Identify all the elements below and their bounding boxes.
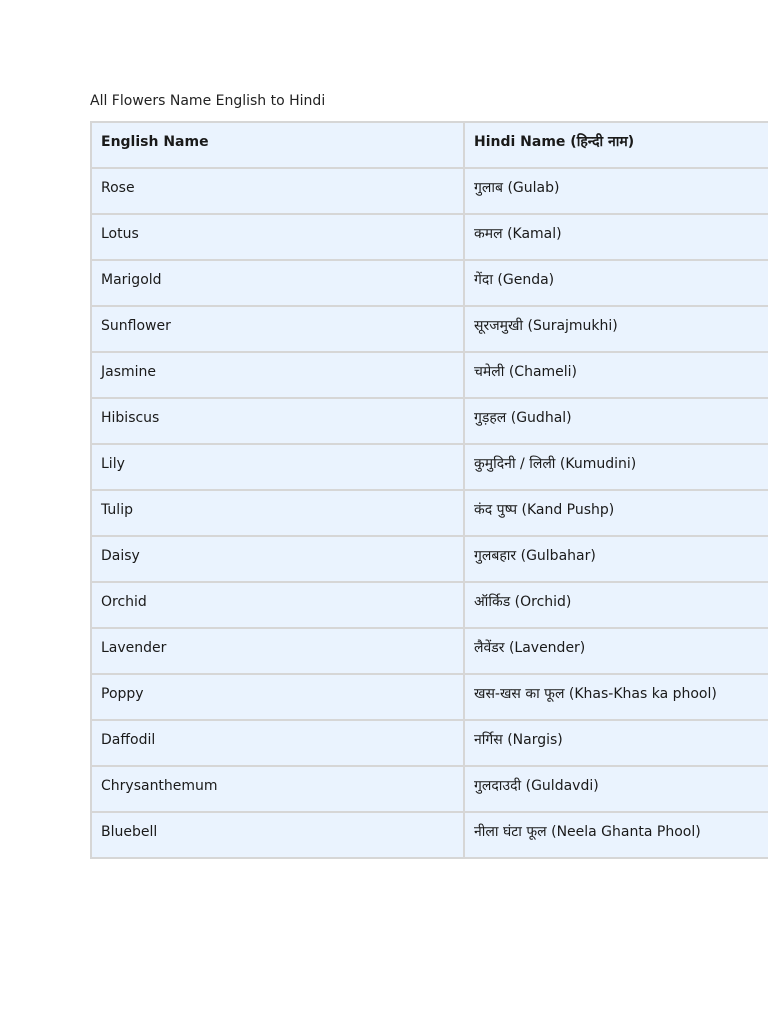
header-english-name: English Name	[91, 122, 464, 168]
header-hindi-name: Hindi Name (हिन्दी नाम)	[464, 122, 768, 168]
english-name-cell: Lotus	[91, 214, 464, 260]
hindi-name-cell: लैवेंडर (Lavender)	[464, 628, 768, 674]
table-row	[91, 766, 768, 812]
table-body	[91, 168, 768, 858]
table-row	[91, 490, 768, 536]
english-name-cell: Daffodil	[91, 720, 464, 766]
table-row	[91, 260, 768, 306]
hindi-name-cell: गुलबहार (Gulbahar)	[464, 536, 768, 582]
hindi-name-cell: गुलदाउदी (Guldavdi)	[464, 766, 768, 812]
flower-names-table	[90, 121, 768, 859]
hindi-name-cell: कंद पुष्प (Kand Pushp)	[464, 490, 768, 536]
table-row	[91, 352, 768, 398]
table-row	[91, 398, 768, 444]
hindi-name-cell: गुड़हल (Gudhal)	[464, 398, 768, 444]
english-name-cell: Lavender	[91, 628, 464, 674]
table-row	[91, 306, 768, 352]
english-name-cell: Lily	[91, 444, 464, 490]
english-name-cell: Marigold	[91, 260, 464, 306]
hindi-name-cell: खस-खस का फूल (Khas-Khas ka phool)	[464, 674, 768, 720]
hindi-name-cell: चमेली (Chameli)	[464, 352, 768, 398]
hindi-name-cell: कुमुदिनी / लिली (Kumudini)	[464, 444, 768, 490]
table-row	[91, 214, 768, 260]
table-row	[91, 812, 768, 858]
english-name-cell: Tulip	[91, 490, 464, 536]
english-name-cell: Hibiscus	[91, 398, 464, 444]
hindi-name-cell: नीला घंटा फूल (Neela Ghanta Phool)	[464, 812, 768, 858]
english-name-cell: Orchid	[91, 582, 464, 628]
table-row	[91, 628, 768, 674]
table-header-row	[91, 122, 768, 168]
table-row	[91, 444, 768, 490]
english-name-cell: Jasmine	[91, 352, 464, 398]
table-row	[91, 720, 768, 766]
english-name-cell: Rose	[91, 168, 464, 214]
table-row	[91, 582, 768, 628]
english-name-cell: Chrysanthemum	[91, 766, 464, 812]
table-caption: All Flowers Name English to Hindi	[90, 93, 326, 109]
hindi-name-cell: गुलाब (Gulab)	[464, 168, 768, 214]
table-row	[91, 674, 768, 720]
table-row	[91, 168, 768, 214]
hindi-name-cell: सूरजमुखी (Surajmukhi)	[464, 306, 768, 352]
table-row	[91, 536, 768, 582]
hindi-name-cell: नर्गिस (Nargis)	[464, 720, 768, 766]
hindi-name-cell: ऑर्किड (Orchid)	[464, 582, 768, 628]
english-name-cell: Poppy	[91, 674, 464, 720]
hindi-name-cell: गेंदा (Genda)	[464, 260, 768, 306]
english-name-cell: Sunflower	[91, 306, 464, 352]
english-name-cell: Daisy	[91, 536, 464, 582]
hindi-name-cell: कमल (Kamal)	[464, 214, 768, 260]
english-name-cell: Bluebell	[91, 812, 464, 858]
